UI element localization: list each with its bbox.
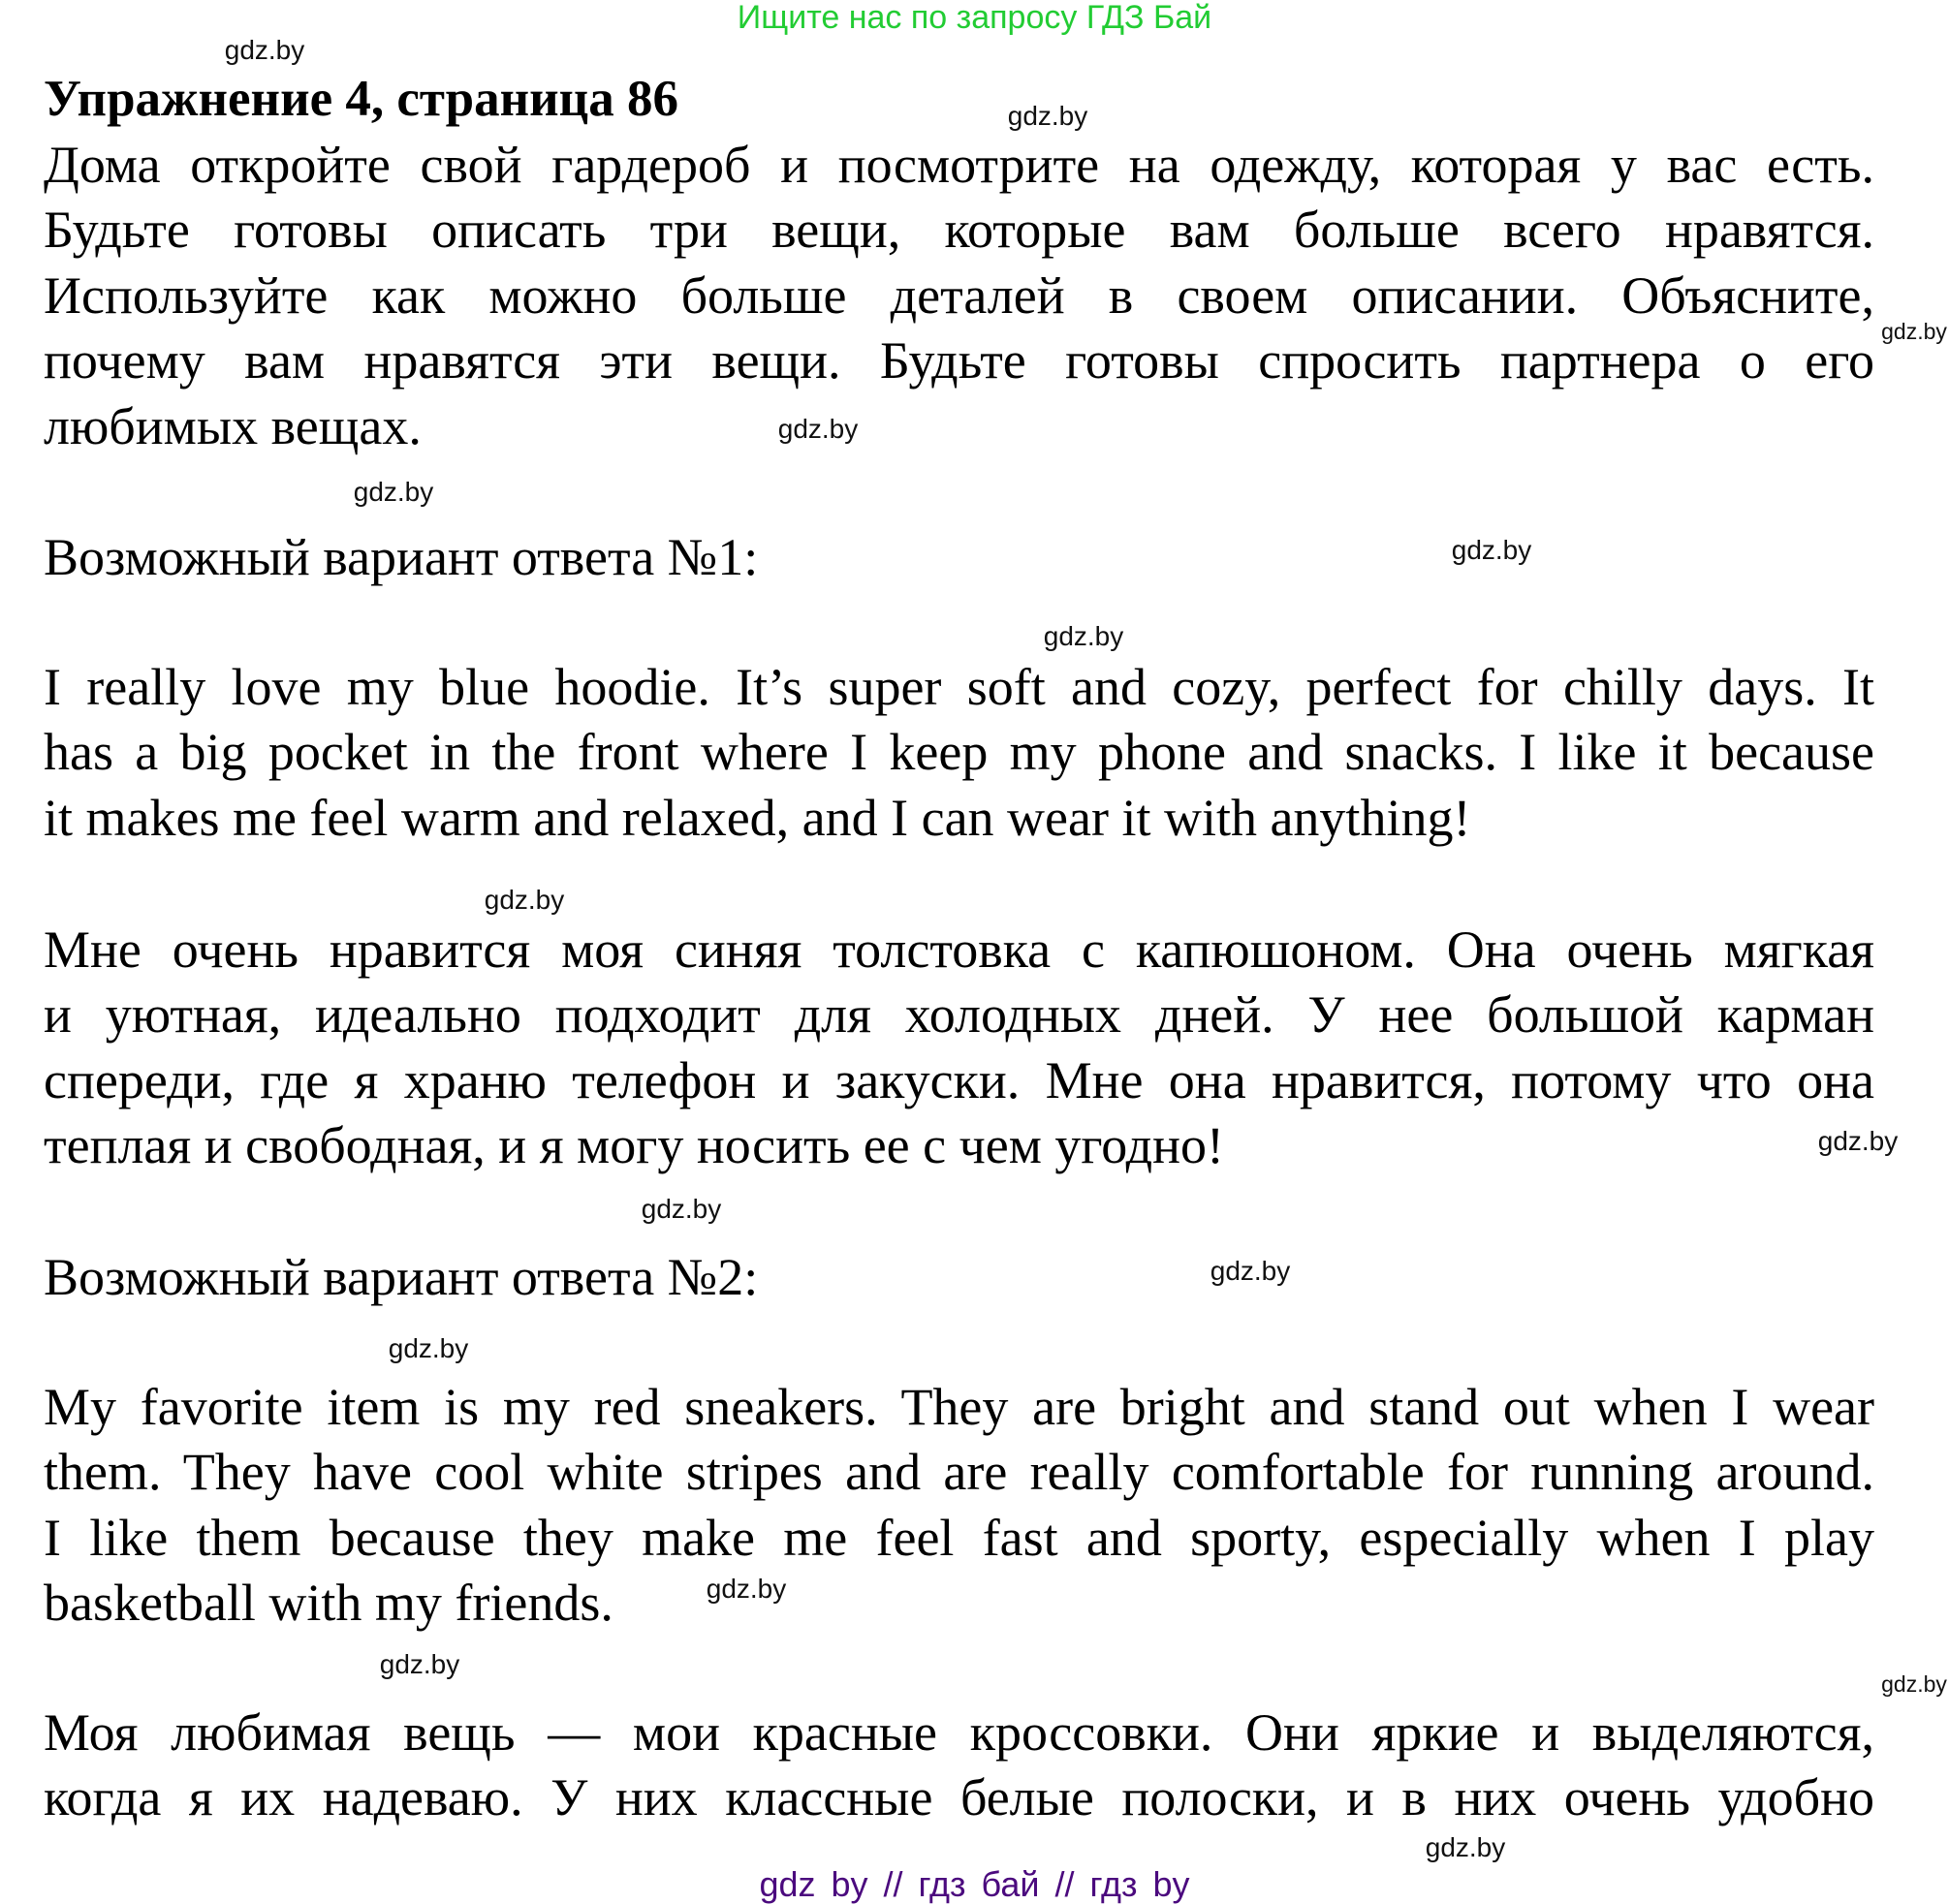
watermark: gdz.by: [1043, 621, 1124, 651]
watermark: gdz.by: [1210, 1256, 1291, 1286]
watermark: gdz.by: [388, 1333, 469, 1363]
watermark: gdz.by: [224, 35, 305, 65]
variant2-english: [44, 1375, 1874, 1637]
watermark: gdz.by: [706, 1574, 787, 1604]
text-line: теплая и свободная, и я могу носить ее с чем угодно!: [44, 1116, 1225, 1175]
text-line: Мне очень нравится моя синяя толстовка с капюшоном. Она очень мягкая: [44, 921, 1874, 979]
text-line: Будьте готовы описать три вещи, которые вам больше всего нравятся.: [44, 201, 1874, 260]
task-paragraph: [44, 133, 1874, 459]
variant1-heading: [44, 525, 1874, 590]
exercise-title: Упражнение 4, страница 86: [44, 71, 678, 127]
text-line: has a big pocket in the front where I keep my phone and snacks. I like it because: [44, 723, 1874, 782]
watermark: gdz.by: [379, 1649, 460, 1679]
watermark: gdz.by: [484, 885, 565, 915]
text-line: Дома откройте свой гардероб и посмотрите на одежду, которая у вас есть.: [44, 136, 1874, 194]
text-line: спереди, где я храню телефон и закуски. Мне она нравится, потому что она: [44, 1050, 1874, 1109]
text-line: them. They have cool white stripes and are really comfortable for running around.: [44, 1443, 1874, 1502]
text-line: когда я их надеваю. У них классные белые полоски, и в них очень удобно: [44, 1768, 1874, 1827]
text-line: basketball with my friends.: [44, 1574, 613, 1633]
watermark: gdz.by: [1881, 319, 1947, 344]
search-banner: Ищите нас по запросу ГДЗ Бай: [737, 0, 1212, 36]
watermark: gdz.by: [641, 1194, 722, 1224]
watermark: gdz.by: [1425, 1832, 1506, 1862]
variant2-heading: [44, 1245, 1874, 1310]
watermark: gdz.by: [1817, 1126, 1899, 1156]
variant2-russian: [44, 1701, 1874, 1831]
variant1-english: [44, 655, 1874, 851]
watermark: gdz.by: [1007, 101, 1088, 131]
text-line: почему вам нравятся эти вещи. Будьте готовы спросить партнера о его: [44, 331, 1874, 390]
text-line: и уютная, идеально подходит для холодных дней. У нее большой карман: [44, 985, 1874, 1045]
watermark: gdz.by: [1881, 1671, 1947, 1697]
text-line: I really love my blue hoodie. It’s super soft and cozy, perfect for chilly days. It: [44, 658, 1874, 716]
watermark: gdz.by: [1451, 535, 1532, 565]
text-line: My favorite item is my red sneakers. They are bright and stand out when I wear: [44, 1378, 1874, 1436]
watermark: gdz.by: [353, 477, 434, 507]
watermark: gdz.by: [777, 414, 859, 444]
text-line: Моя любимая вещь — мои красные кроссовки. Они яркие и выделяются,: [44, 1703, 1874, 1762]
variant1-russian: [44, 918, 1874, 1179]
text-line: I like them because they make me feel fast and sporty, especially when I play: [44, 1508, 1874, 1567]
text-line: любимых вещах.: [44, 396, 422, 455]
heading-text: Возможный вариант ответа №2:: [44, 1248, 759, 1306]
heading-text: Возможный вариант ответа №1:: [44, 528, 759, 586]
footer-watermark: gdz by // гдз бай // гдз by: [759, 1864, 1190, 1904]
text-line: it makes me feel warm and relaxed, and I can wear it with anything!: [44, 788, 1471, 847]
text-line: Используйте как можно больше деталей в своем описании. Объясните,: [44, 265, 1874, 325]
